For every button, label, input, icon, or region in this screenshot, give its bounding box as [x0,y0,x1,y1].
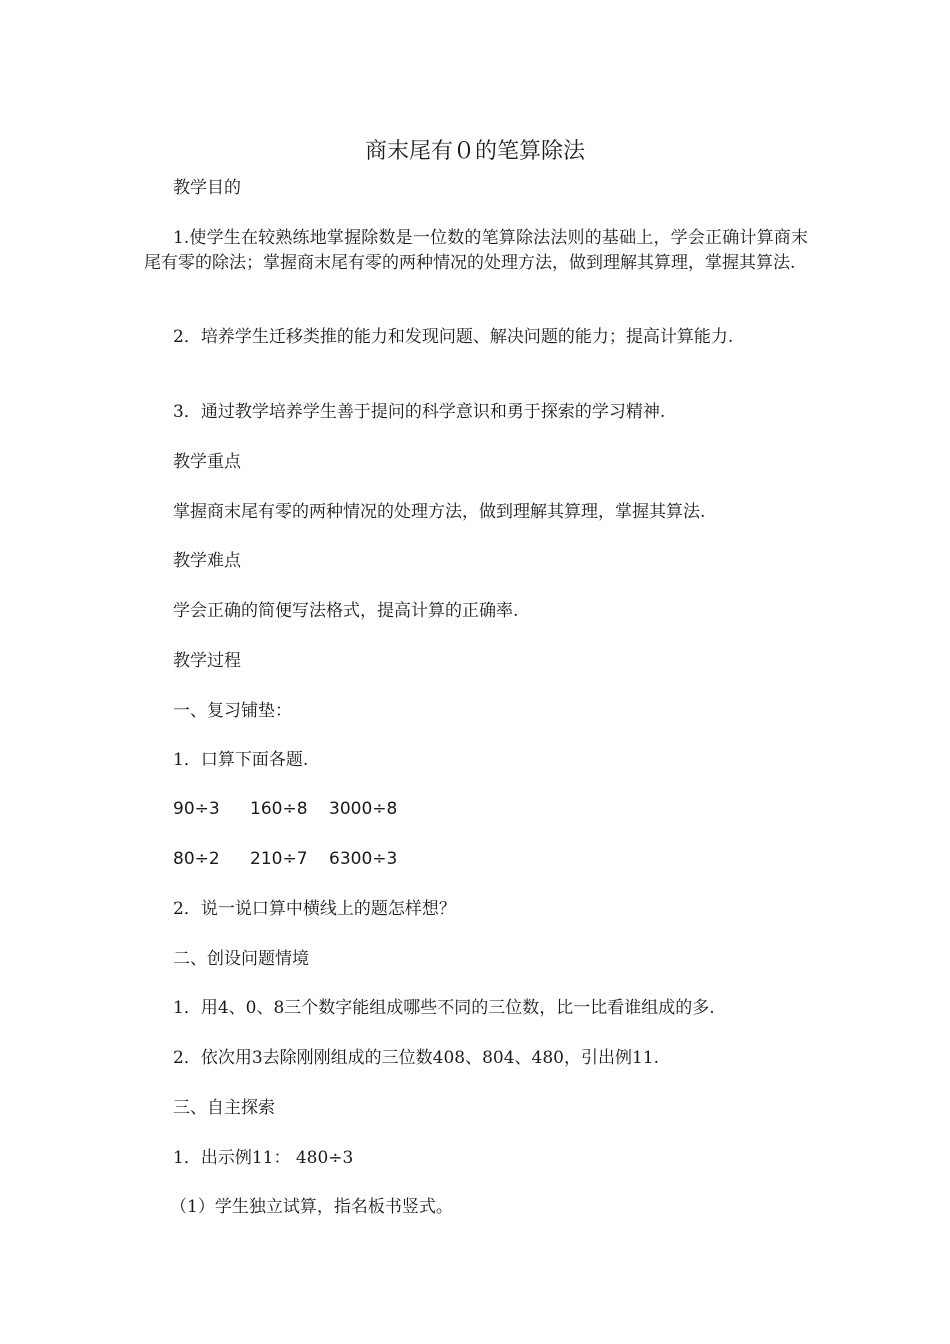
key-points-text: 掌握商末尾有零的两种情况的处理方法，做到理解其算理，掌握其算法. [173,502,706,522]
oral-item: 6300÷3 [329,849,398,869]
section-explore: 三、自主探索 [173,1098,275,1118]
oral-item: 90÷3 [173,799,220,819]
review-item-1: 1．口算下面各题. [173,750,309,770]
difficulties-text: 学会正确的简便写法格式，提高计算的正确率. [173,601,519,621]
document-title: 商末尾有０的笔算除法 [364,139,585,164]
objective-1: 1.使学生在较熟练地掌握除数是一位数的笔算除法法则的基础上，学会正确计算商末尾有零的除法；掌握商末尾有零的两种情况的处理方法，做到理解其算理，掌握其算法. [144,228,808,273]
explore-sub-item-1: （1）学生独立试算，指名板书竖式。 [170,1197,453,1217]
objective-3: 3．通过教学培养学生善于提问的科学意识和勇于探索的学习精神. [173,402,666,422]
section-review: 一、复习铺垫： [173,701,292,721]
heading-process: 教学过程 [173,651,241,671]
explore-item-1: 1．出示例11： 480÷3 [173,1148,354,1168]
review-item-2: 2．说一说口算中横线上的题怎样想？ [173,899,456,919]
oral-item: 80÷2 [173,849,220,869]
heading-difficulties: 教学难点 [173,551,241,571]
section-situation: 二、创设问题情境 [173,949,309,969]
heading-objectives: 教学目的 [173,178,241,198]
situation-item-2: 2．依次用3去除刚刚组成的三位数408、804、480，引出例11. [173,1048,660,1068]
oral-item: 210÷7 [250,849,308,869]
heading-key-points: 教学重点 [173,452,241,472]
objective-2: 2．培养学生迁移类推的能力和发现问题、解决问题的能力；提高计算能力. [173,327,734,347]
oral-item: 160÷8 [250,799,308,819]
situation-item-1: 1．用4、0、8三个数字能组成哪些不同的三位数，比一比看谁组成的多. [173,998,715,1018]
oral-item: 3000÷8 [329,799,398,819]
